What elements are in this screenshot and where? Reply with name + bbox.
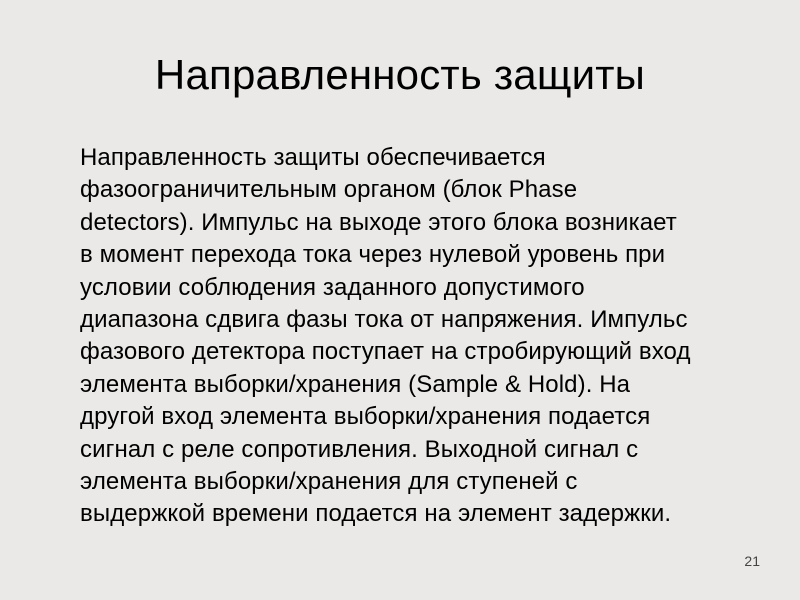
body-line: элемента выборки/хранения для ступеней с <box>80 468 578 496</box>
body-line: detectors). Импульс на выходе этого блока возникает <box>80 208 677 236</box>
body-line: другой вход элемента выборки/хранения подается <box>80 403 651 431</box>
body-line: диапазона сдвига фазы тока от напряжения. Импульс <box>80 306 688 334</box>
body-line: фазоограничительным органом (блок Phase <box>80 176 578 204</box>
body-line: элемента выборки/хранения (Sample & Hold). На <box>80 370 631 398</box>
body-line: сигнал с реле сопротивления. Выходной сигнал с <box>80 435 639 463</box>
body-line: в момент перехода тока через нулевой уровень при <box>80 241 666 269</box>
page-number: 21 <box>744 553 760 569</box>
body-line: выдержкой времени подается на элемент задержки. <box>80 500 672 528</box>
body-line: условии соблюдения заданного допустимого <box>80 273 585 301</box>
slide-title: Направленность защиты <box>154 51 646 98</box>
slide-body <box>80 142 780 531</box>
body-line: Направленность защиты обеспечивается <box>80 144 546 171</box>
body-line: фазового детектора поступает на стробирующий вход <box>80 338 691 366</box>
